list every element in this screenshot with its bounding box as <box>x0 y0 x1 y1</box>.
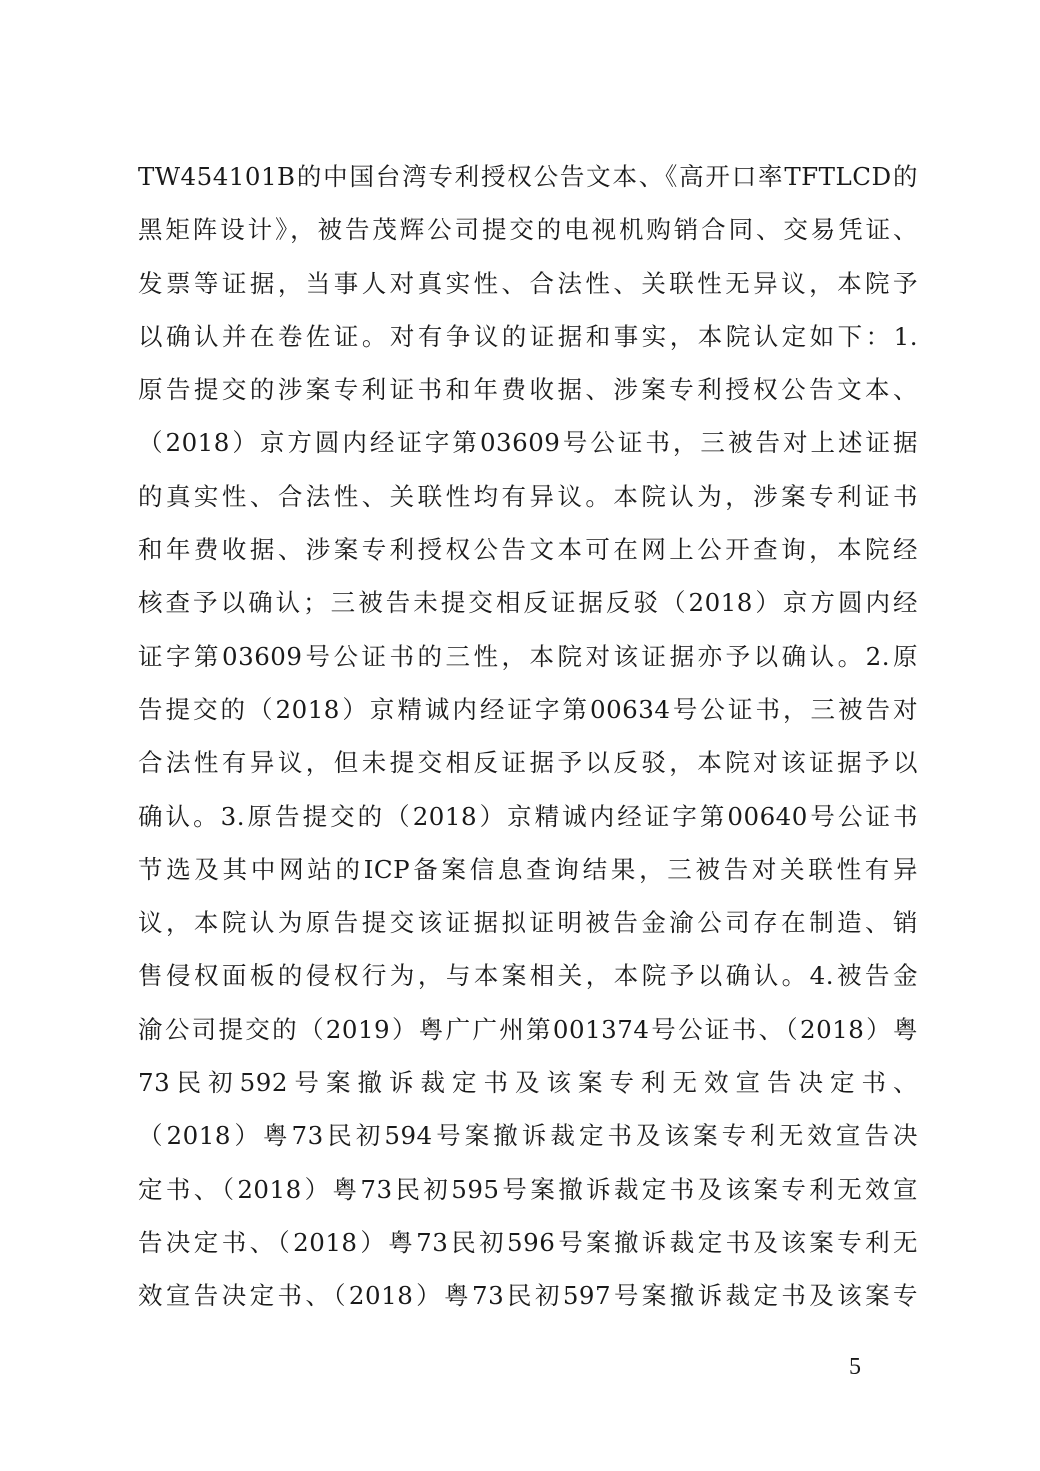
page-number: 5 <box>849 1354 861 1380</box>
text-line: 确认。3.原告提交的（2018）京精诚内经证字第00640号公证书 <box>138 801 918 831</box>
text-line: TW454101B的中国台湾专利授权公告文本、《高开口率TFTLCD的 <box>138 162 918 191</box>
text-line: 议，本院认为原告提交该证据拟证明被告金渝公司存在制造、销 <box>138 908 918 938</box>
text-line: （2018）粤73民初594号案撤诉裁定书及该案专利无效宣告决 <box>138 1121 918 1151</box>
text-line: 73民初592号案撤诉裁定书及该案专利无效宣告决定书、 <box>138 1068 918 1098</box>
text-line: 以确认并在卷佐证。对有争议的证据和事实，本院认定如下：1. <box>138 321 918 351</box>
text-line: 告决定书、（2018）粤73民初596号案撤诉裁定书及该案专利无 <box>138 1227 918 1257</box>
text-line: 定书、（2018）粤73民初595号案撤诉裁定书及该案专利无效宣 <box>138 1174 918 1204</box>
text-line: 渝公司提交的（2019）粤广广州第001374号公证书、（2018）粤 <box>138 1014 918 1044</box>
text-line: 告提交的（2018）京精诚内经证字第00634号公证书，三被告对 <box>138 694 918 724</box>
text-line: 节选及其中网站的ICP备案信息查询结果，三被告对关联性有异 <box>138 854 918 884</box>
body-text <box>138 150 918 1323</box>
text-line: 和年费收据、涉案专利授权公告文本可在网上公开查询，本院经 <box>138 535 918 565</box>
text-line: 原告提交的涉案专利证书和年费收据、涉案专利授权公告文本、 <box>138 375 918 405</box>
text-line: 证字第03609号公证书的三性，本院对该证据亦予以确认。2.原 <box>138 641 918 671</box>
text-line: 核查予以确认；三被告未提交相反证据反驳（2018）京方圆内经 <box>138 588 918 618</box>
text-line: （2018）京方圆内经证字第03609号公证书，三被告对上述证据 <box>138 428 918 458</box>
text-line: 效宣告决定书、（2018）粤73民初597号案撤诉裁定书及该案专 <box>138 1281 918 1311</box>
text-line: 发票等证据，当事人对真实性、合法性、关联性无异议，本院予 <box>138 268 918 298</box>
text-line: 售侵权面板的侵权行为，与本案相关，本院予以确认。4.被告金 <box>138 961 918 991</box>
text-line: 黑矩阵设计》，被告茂辉公司提交的电视机购销合同、交易凭证、 <box>138 215 918 245</box>
text-line: 合法性有异议，但未提交相反证据予以反驳，本院对该证据予以 <box>138 748 918 778</box>
text-line: 的真实性、合法性、关联性均有异议。本院认为，涉案专利证书 <box>138 481 918 511</box>
